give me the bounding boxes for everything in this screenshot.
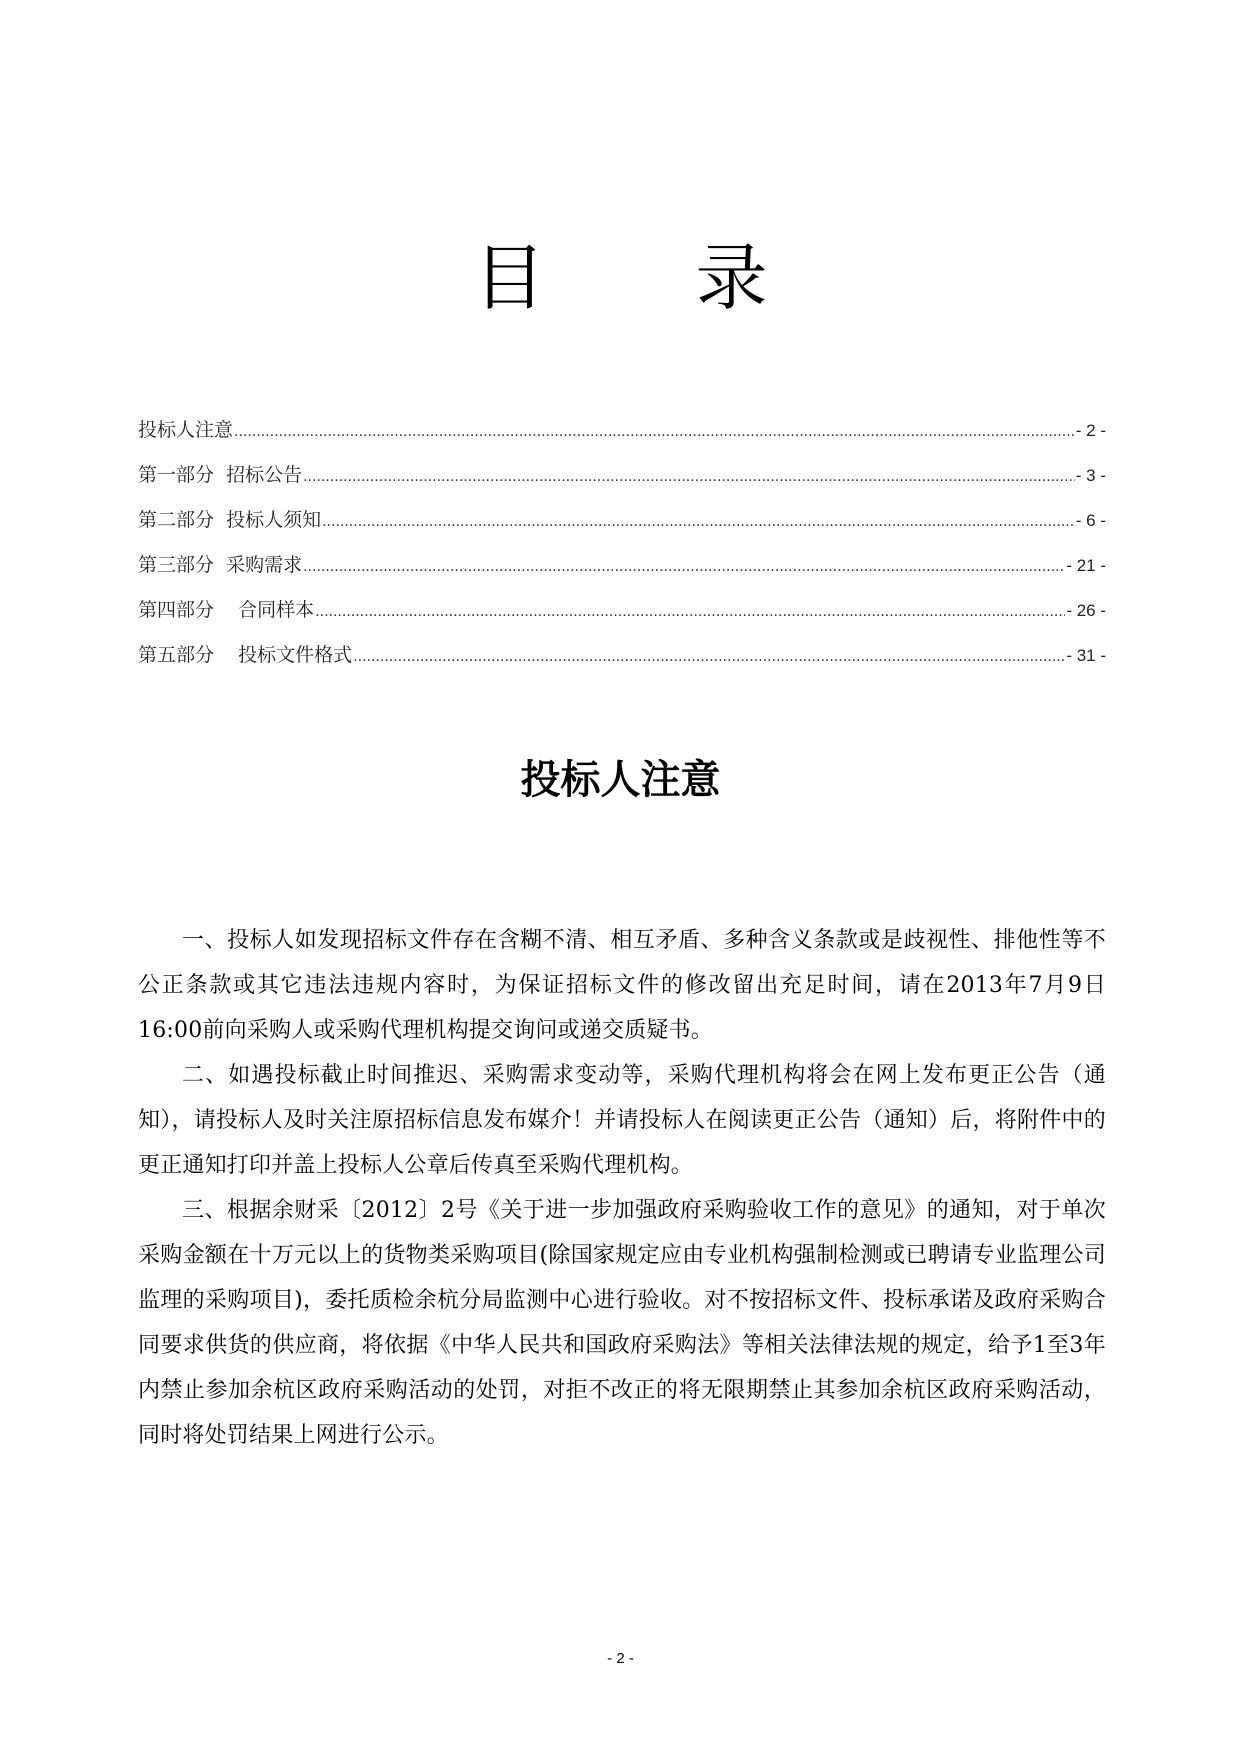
toc-entry-page: - 21 -: [1066, 556, 1106, 575]
toc-entry-label: 第一部分 招标公告: [138, 464, 303, 486]
toc-entry-label: 第四部分 合同样本: [138, 599, 315, 621]
notice-paragraph: 二、如遇投标截止时间推迟、采购需求变动等，采购代理机构将会在网上发布更正公告（通知），请投标人及时关注原招标信息发布媒介！并请投标人在阅读更正公告（通知）后，将附件中的更正通知打印并盖上投标人公章后传真至采购代理机构。: [138, 1063, 1106, 1178]
toc-title: [0, 238, 1241, 318]
toc-dot-leader: [303, 559, 1065, 575]
toc-title-char-2: 录: [695, 236, 768, 320]
toc-dot-leader: [234, 424, 1075, 440]
toc-dot-leader: [353, 649, 1065, 665]
toc-entry-label: 第三部分 采购需求: [138, 554, 303, 576]
toc-dot-leader: [322, 514, 1075, 530]
toc-entry-page: - 26 -: [1066, 601, 1106, 620]
toc-entry[interactable]: [138, 460, 1106, 505]
toc-dot-leader: [315, 604, 1065, 620]
toc-entry-page: - 2 -: [1075, 421, 1106, 440]
notice-body: [138, 918, 1106, 1458]
toc-entry[interactable]: [138, 505, 1106, 550]
toc-entry[interactable]: [138, 415, 1106, 460]
toc-entry-label: 第五部分 投标文件格式: [138, 644, 353, 666]
toc-list: [138, 415, 1106, 685]
notice-paragraph: 三、根据余财采〔2012〕2号《关于进一步加强政府采购验收工作的意见》的通知，对于单次采购金额在十万元以上的货物类采购项目(除国家规定应由专业机构强制检测或已聘请专业监理公司监理的采购项目)，委托质检余杭分局监测中心进行验收。对不按招标文件、投标承诺及政府采购合同要求供货的供应商，将依据《中华人民共和国政府采购法》等相关法律法规的规定，给予1至3年内禁止参加余杭区政府采购活动的处罚，对拒不改正的将无限期禁止其参加余杭区政府采购活动，同时将处罚结果上网进行公示。: [138, 1198, 1106, 1448]
toc-entry-label: 第二部分 投标人须知: [138, 509, 322, 531]
toc-title-char-1: 目: [473, 236, 546, 320]
toc-entry-label: 投标人注意: [138, 419, 234, 441]
toc-entry-page: - 31 -: [1066, 646, 1106, 665]
page-number-footer: - 2 -: [607, 1650, 634, 1667]
notice-title: 投标人注意: [520, 757, 721, 803]
toc-entry[interactable]: [138, 550, 1106, 595]
toc-entry-page: - 3 -: [1075, 466, 1106, 485]
toc-entry-page: - 6 -: [1075, 511, 1106, 530]
toc-dot-leader: [303, 469, 1075, 485]
toc-entry[interactable]: [138, 640, 1106, 685]
notice-paragraph: 一、投标人如发现招标文件存在含糊不清、相互矛盾、多种含义条款或是歧视性、排他性等不公正条款或其它违法违规内容时，为保证招标文件的修改留出充足时间，请在2013年7月9日16:00前向采购人或采购代理机构提交询问或递交质疑书。: [138, 928, 1106, 1043]
toc-entry[interactable]: [138, 595, 1106, 640]
